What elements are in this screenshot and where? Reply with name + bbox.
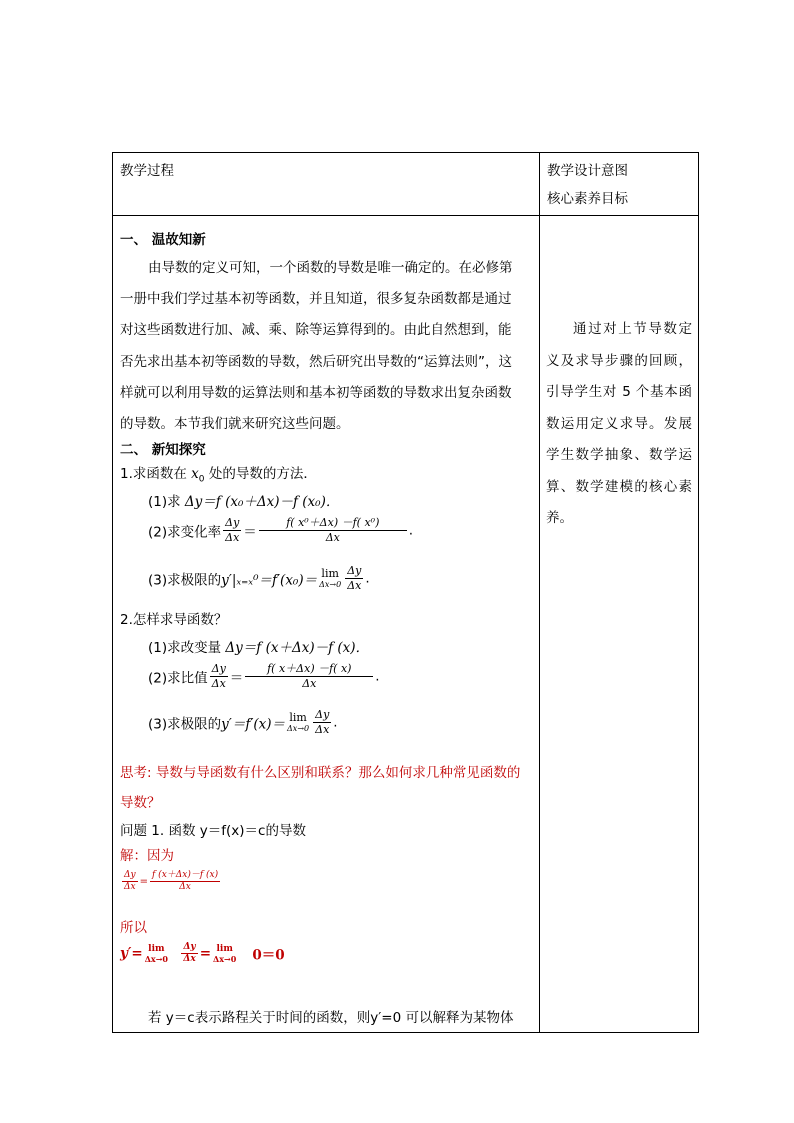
q2-step-3-lim-sub: Δx→0 bbox=[287, 724, 310, 733]
solution-frac-rhs-num: f (x＋Δx)－f (x) bbox=[151, 870, 219, 880]
solution-frac-rhs bbox=[150, 870, 220, 893]
last-line: 若 y＝c表示路程关于时间的函数，则y′=0 可以解释为某物体 bbox=[148, 1010, 514, 1026]
q2-step-3-num: Δy bbox=[315, 708, 330, 721]
think-line-2: 导数？ bbox=[120, 795, 161, 811]
section-2-title: 二、 新知探究 bbox=[120, 442, 206, 458]
header-right-titles bbox=[540, 153, 698, 213]
q1-step-3-lim bbox=[319, 568, 341, 589]
q1-step-2-rhs-den: Δx bbox=[325, 531, 340, 544]
q2-title: 2.怎样求导函数？ bbox=[120, 612, 228, 628]
solution-frac-lhs-den: Δx bbox=[124, 882, 136, 892]
q1-title-text-b: 处的导数的方法． bbox=[204, 466, 317, 482]
q1-step-2-rhs-frac bbox=[259, 516, 407, 545]
process-cell bbox=[113, 216, 540, 1033]
q1-step-1-expr: Δy＝f (x₀＋Δx)－f (x₀)． bbox=[184, 494, 340, 510]
header-right-title-2: 核心素养目标 bbox=[547, 191, 628, 207]
intent-cell bbox=[540, 216, 699, 1033]
q1-step-2-rhs-num: f( x⁰＋Δx) －f( x⁰) bbox=[259, 516, 407, 531]
result-lim-2-sub: Δx→0 bbox=[213, 954, 237, 964]
q2-step-3-lim bbox=[287, 712, 309, 733]
design-intent-text: 通过对上节导数定义及求导步骤的回顾，引导学生对 5 个基本函数运用定义求导。发展学生数学抽象、数学运算、数学建模的核心素养。 bbox=[546, 321, 692, 526]
header-left-cell bbox=[113, 153, 540, 216]
result-lim-2 bbox=[213, 943, 236, 964]
q1-step-3-label: (3)求极限的 bbox=[148, 572, 222, 589]
s1-line-1: 由导数的定义可知，一个函数的导数是唯一确定的。在必修第 bbox=[148, 260, 513, 276]
q2-step-3-lim-text: lim bbox=[289, 711, 307, 724]
q2-step-1 bbox=[148, 636, 369, 656]
q1-step-2-den: Δx bbox=[225, 531, 240, 544]
result-lhs: y′= bbox=[120, 945, 143, 962]
q1-step-3-lim-text: lim bbox=[321, 567, 339, 580]
result-lim-1 bbox=[145, 943, 168, 964]
q2-step-1-label: (1)求改变量 bbox=[148, 640, 226, 656]
s1-line-2: 一册中我们学过基本初等函数，并且知道，很多复杂函数都是通过 bbox=[120, 291, 512, 307]
section-1-title: 一、 温故知新 bbox=[120, 232, 206, 248]
q2-step-3-frac bbox=[313, 708, 331, 737]
q2-step-3: (3)求极限的y′＝f′(x)＝ lim Δx→0 $\frac{\Delta y}{\Delta x}$ . bbox=[148, 708, 338, 736]
q1-title-sub: 0 bbox=[198, 474, 205, 485]
solution-label: 解：因为 bbox=[120, 848, 174, 864]
q2-step-2-rhs-num: f( x＋Δx) －f( x) bbox=[245, 662, 373, 677]
s1-line-6: 的导数。本节我们就来研究这些问题。 bbox=[120, 416, 350, 432]
q2-step-2-rhs-den: Δx bbox=[302, 677, 317, 690]
result-line bbox=[120, 942, 285, 965]
solution-frac-rhs-den: Δx bbox=[179, 882, 191, 892]
q1-step-3-lim-sub: Δx→0 bbox=[319, 580, 342, 589]
q1-step-3-expr: y′|ₓ₌ₓ⁰＝f′(x₀)＝ bbox=[221, 572, 318, 589]
problem-1: 问题 1. 函数 y＝f(x)＝c的导数 bbox=[120, 823, 306, 839]
process-content bbox=[113, 216, 539, 1032]
q1-title bbox=[120, 462, 317, 485]
q2-step-2-den: Δx bbox=[211, 677, 226, 690]
q2-step-2-label: (2)求比值 bbox=[148, 670, 208, 687]
q2-step-2: (2)求比值 $\frac{\Delta y}{\Delta x}$ ＝ $\frac{f( x+\Delta x) -f( x)}{\Delta x}$ . bbox=[148, 662, 380, 690]
s1-line-4: 否先求出基本初等函数的导数，然后研究出导数的“运算法则”，这 bbox=[120, 354, 512, 370]
think-line-1: 思考: 导数与导函数有什么区别和联系？那么如何求几种常见函数的 bbox=[120, 765, 521, 781]
q2-step-3-den: Δx bbox=[315, 723, 330, 736]
q1-step-2: (2)求变化率 $\frac{\Delta y}{\Delta x}$ ＝ $\frac{\text{f( x⁰＋Δx) －f( x⁰)}}{\Delta x}$ . bbox=[148, 516, 414, 544]
result-frac bbox=[181, 942, 197, 965]
q2-step-3-expr: y′＝f′(x)＝ bbox=[221, 716, 286, 733]
q2-step-3-label: (3)求极限的 bbox=[148, 716, 222, 733]
q2-step-2-frac bbox=[210, 662, 228, 691]
s1-line-3: 对这些函数进行加、减、乘、除等运算得到的。由此自然想到，能 bbox=[120, 322, 512, 338]
q1-step-3-num: Δy bbox=[347, 564, 362, 577]
header-right-cell bbox=[540, 153, 699, 216]
result-lim-1-text: lim bbox=[148, 944, 165, 954]
intent-content bbox=[540, 216, 698, 1032]
header-right-title-1: 教学设计意图 bbox=[547, 163, 628, 179]
q1-title-x: x bbox=[191, 466, 199, 482]
result-lim-2-text: lim bbox=[216, 944, 233, 954]
q1-step-2-frac bbox=[223, 516, 241, 545]
q1-step-3: (3)求极限的y′|ₓ₌ₓ⁰＝f′(x₀)＝ lim Δx→0 $\frac{\Delta y}{\Delta x}$ . bbox=[148, 564, 370, 592]
solution-fraction: $\frac{\Delta y}{\Delta x}$ = $\frac{f (x+\Delta x)-f (x)}{\Delta x}$ bbox=[124, 870, 219, 892]
result-eq: = bbox=[199, 945, 212, 962]
q1-step-3-den: Δx bbox=[347, 579, 362, 592]
header-left-title: 教学过程 bbox=[120, 163, 174, 179]
q1-title-text-a: 1.求函数在 bbox=[120, 466, 192, 482]
q1-step-3-frac bbox=[345, 564, 363, 593]
result-frac-den: Δx bbox=[183, 954, 196, 964]
q1-step-2-label: (2)求变化率 bbox=[148, 524, 222, 541]
result-frac-num: Δy bbox=[181, 942, 197, 954]
q2-step-1-expr: Δy＝f (x＋Δx)－f (x)． bbox=[225, 640, 370, 656]
q2-step-2-num: Δy bbox=[211, 662, 226, 675]
lesson-plan-table bbox=[112, 152, 699, 1033]
q1-step-2-num: Δy bbox=[225, 516, 240, 529]
q2-step-2-rhs-frac bbox=[245, 662, 373, 691]
so-label: 所以 bbox=[120, 920, 147, 936]
solution-frac-lhs-num: Δy bbox=[124, 870, 136, 880]
result-lim-1-sub: Δx→0 bbox=[144, 954, 168, 964]
solution-frac-lhs bbox=[122, 870, 138, 893]
q1-step-1-label: (1)求 bbox=[148, 494, 185, 510]
result-tail: 0＝0 bbox=[252, 947, 285, 964]
s1-line-5: 样就可以利用导数的运算法则和基本初等函数的导数求出复杂函数 bbox=[120, 385, 512, 401]
q1-step-1 bbox=[148, 490, 339, 510]
